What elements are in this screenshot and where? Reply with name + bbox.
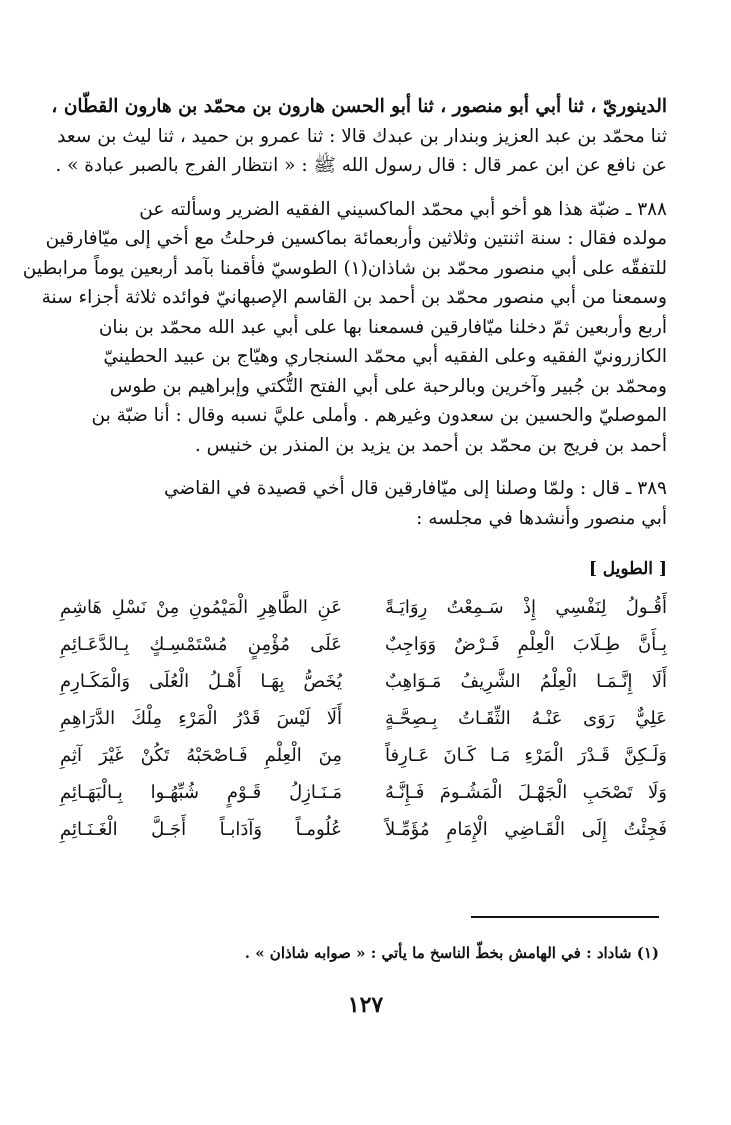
- paragraph-hadith: [51, 92, 667, 181]
- text-line: مولده فقال : سنة اثنتين وثلاثين وأربعمائة بماكسين فرحلتُ مع أخي إلى ميّافارقين: [45, 228, 667, 249]
- text-line: ٣٨٨ ـ ضبّة هذا هو أخو أبي محمّد الماكسيني الفقيه الضرير وسألته عن: [139, 198, 667, 220]
- text-line: الدينوريّ ، ثنا أبي أبو منصور ، ثنا أبو الحسن هارون بن محمّد بن هارون القطّان ،: [51, 96, 667, 117]
- text-line: الكازرونيّ الفقيه وعلى الفقيه أبي محمّد السنجاري وهيّاج بن عبيد الحطينيّ: [103, 346, 667, 367]
- footnote: (١) شاداد : في الهامش بخطّ الناسخ ما يأتي : « صوابه شاذان » .: [244, 944, 659, 962]
- first-hemistich: بِـأَنَّ طِـلَابَ الْعِلْمِ فَـرْضٌ وَوَاجِبٌ: [385, 634, 667, 655]
- page-number: ١٢٧: [347, 992, 384, 1018]
- second-hemistich: مَـنَـازِلُ قَـوْمٍ شُبِّهُـوا بِـالْبَهَـائِمِ: [60, 782, 342, 803]
- text-line: أبي منصور وأنشدها في مجلسه :: [416, 507, 667, 529]
- poem-meter-label: [ الطويل ]: [588, 559, 667, 579]
- poem-verse: [60, 811, 667, 848]
- text-line: الموصليّ والحسين بن سعدون وغيرهم . وأملى عليَّ نسبه وقال : أنا ضبّة بن: [91, 405, 667, 426]
- paragraph-entry-388: [22, 195, 667, 461]
- text-line: أحمد بن فريج بن محمّد بن أحمد بن يزيد بن المنذر بن خنيس .: [194, 434, 667, 456]
- second-hemistich: عُلُومـاً وَآدَابـاً أَجَـلَّ الْغَـنَـائِمِ: [60, 819, 342, 840]
- first-hemistich: وَلَـكِنَّ قَـدْرَ الْمَرْءِ مَـا كَـانَ عَـارِفاً: [385, 745, 667, 766]
- poem: [60, 589, 667, 848]
- text-line: للتفقّه على أبي منصور محمّد بن شاذان(١) الطوسيّ فأقمنا بآمد أربعين يوماً مرابطين: [22, 257, 667, 279]
- paragraph-entry-389: [60, 474, 667, 533]
- text-line: ثنا محمّد بن عبد العزيز وبندار بن عبدك قالا : ثنا عمرو بن حميد ، ثنا ليث بن سعد: [57, 125, 667, 147]
- second-hemistich: يُخَصُّ بِهَـا أَهْـلُ الْعُلَى وَالْمَكَـارِمِ: [60, 671, 342, 692]
- poem-verse: [60, 700, 667, 737]
- first-hemistich: أَقُـولُ لِنَفْسِي إِذْ سَـمِعْتُ رِوَايَـةً: [385, 597, 667, 618]
- poem-verse: [60, 589, 667, 626]
- first-hemistich: أَلَا إِنَّـمَـا الْعِلْمُ الشَّرِيفُ مَـوَاهِبٌ: [385, 671, 667, 692]
- second-hemistich: أَلَا لَيْسَ قَدْرُ الْمَرْءِ مِلْكَ الدَّرَاهِمِ: [60, 708, 342, 729]
- poem-verse: [60, 626, 667, 663]
- poem-verse: [60, 774, 667, 811]
- first-hemistich: وَلَا تَصْحَبِ الْجَهْـلَ الْمَشُـومَ فَـإِنَّـهُ: [385, 782, 667, 803]
- text-line: أربع وأربعين ثمّ دخلنا ميّافارقين فسمعنا بها على أبي عبد الله محمّد بن بنان: [98, 316, 667, 338]
- text-line: ٣٨٩ ـ قال : ولمّا وصلنا إلى ميّافارقين قال أخي قصيدة في القاضي: [163, 478, 667, 499]
- first-hemistich: فَجِئْتُ إِلَى الْقَـاضِي الْإِمَامِ مُؤَمِّـلاً: [385, 819, 667, 840]
- poem-verse: [60, 737, 667, 774]
- second-hemistich: عَنِ الطَّاهِرِ الْمَيْمُونِ مِنْ نَسْلِ هَاشِمِ: [60, 597, 342, 618]
- text-line: عن نافع عن ابن عمر قال : قال رسول الله ﷺ : « انتظار الفرج بالصبر عبادة » .: [55, 155, 667, 176]
- footnote-divider: [471, 916, 659, 918]
- poem-verse: [60, 663, 667, 700]
- second-hemistich: عَلَى مُؤْمِنٍ مُسْتَمْسِـكٍ بِـالدَّعَـائِمِ: [60, 634, 342, 655]
- text-line: وسمعنا من أبي منصور محمّد بن أحمد بن القاسم الإصبهانيّ فوائده ثلاثة أجزاء سنة: [41, 287, 667, 308]
- first-hemistich: عَلِيٌّ رَوَى عَنْـهُ الثِّقَـاتُ بِـصِحَّـةٍ: [385, 708, 667, 729]
- second-hemistich: مِنَ الْعِلْمِ فَـاصْحَبْهُ تَكُنْ غَيْرَ آثِمِ: [60, 745, 342, 766]
- text-line: ومحمّد بن جُبير وآخرين وبالرحبة على أبي الفتح التُّكتي وإبراهيم بن طوس: [109, 375, 667, 397]
